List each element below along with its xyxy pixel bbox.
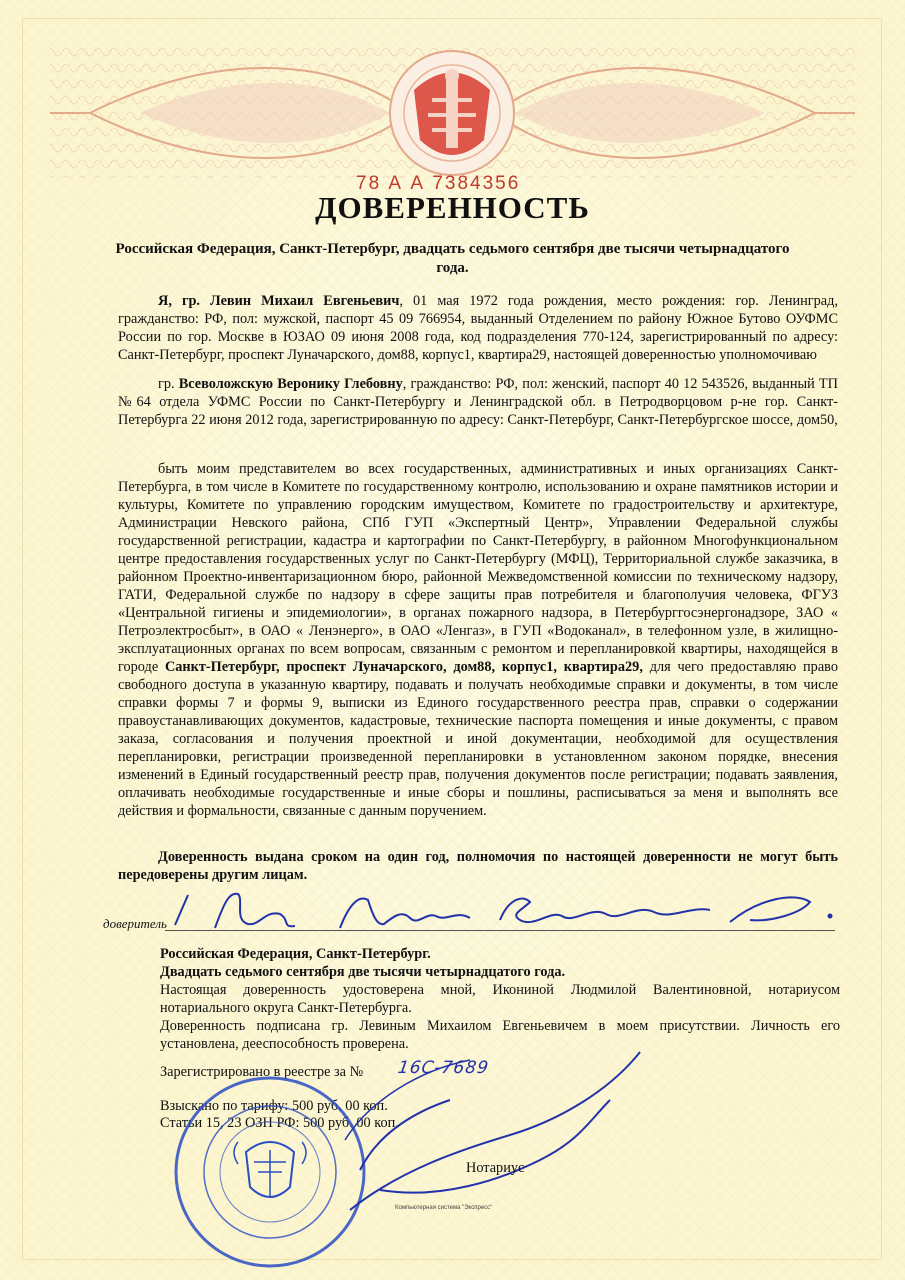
- principal-signature-label: доверитель: [103, 916, 167, 931]
- document-serial-number: 78 А А 7384356: [356, 173, 521, 194]
- emblem-icon: [404, 60, 500, 170]
- fee-articles: Статьи 15, 23 ОЗН РФ: 500 руб. 00 коп.: [160, 1115, 399, 1131]
- notary-signature: [340, 1040, 660, 1240]
- agent-details: , гражданство: РФ, пол: женский, паспорт 40 12 543526, выданный ТП №64 отдела УФМС России по Санкт-Петербургу и Ленинградской обл. в Петродворцовом р-не гор. Санкт-Петербурга 22 июня 2012 года, зарегистрированную по адресу: Санкт-Петербург, Санкт-Петербургское шоссе, дом50,: [118, 376, 838, 428]
- registry-number: 16С-7689: [396, 1058, 491, 1078]
- page-title: ДОВЕРЕННОСТЬ: [315, 190, 590, 225]
- powers-paragraph: [118, 460, 838, 820]
- term-text: Доверенность выдана сроком на один год, полномочия по настоящей доверенности не могут быть передоверены другим лицам.: [118, 849, 838, 883]
- notary-certification-text: Настоящая доверенность удостоверена мной, Икониной Людмилой Валентиновной, нотариусом нотариального округа Санкт-Петербурга.: [160, 982, 840, 1016]
- agent-name: Всеволожскую Веронику Глебовну: [178, 376, 403, 392]
- principal-name: Левин Михаил Евгеньевич: [210, 293, 400, 309]
- notary-date: Двадцать седьмого сентября две тысячи четырнадцатого года.: [160, 964, 566, 980]
- notary-title: Нотариус: [466, 1160, 525, 1176]
- agent-intro: гр.: [158, 376, 179, 392]
- principal-paragraph: [118, 292, 838, 364]
- notary-certification: [160, 981, 840, 1017]
- notary-place: Российская Федерация, Санкт-Петербург.: [160, 946, 431, 962]
- property-address: Санкт-Петербург, проспект Луначарского, дом88, корпус1, квартира29,: [164, 659, 643, 675]
- agent-paragraph: [118, 375, 838, 429]
- fee-tariff: Взыскано по тарифу: 500 руб. 00 коп.: [160, 1098, 388, 1114]
- registry-label: Зарегистрировано в реестре за №: [160, 1064, 364, 1080]
- system-footnote: Компьютерная система "Экспресс": [395, 1205, 493, 1211]
- notary-identity-check: Доверенность подписана гр. Левиным Михаилом Евгеньевичем в моем присутствии. Личность его установлена, дееспособность проверена.: [160, 1018, 840, 1052]
- place-and-date: Российская Федерация, Санкт-Петербург, двадцать седьмого сентября две тысячи четырнадцатого года.: [115, 241, 790, 276]
- principal-details: , 01 мая 1972 года рождения, место рождения: гор. Ленинград, гражданство: РФ, пол: мужской, паспорт 45 09 766954, выданный Отделением по району Южное Бутово ОУФМС России по гор. Москве в ЮЗАО 09 июня 2008 года, код подразделения 770-124, зарегистрированный по адресу: Санкт-Петербург, проспект Луначарского, дом88, корпус1, квартира29, настоящей доверенностью уполномочиваю: [118, 293, 838, 363]
- powers-text-b: для чего предоставляю право свободного доступа в указанную квартиру, подавать и получать необходимые справки и документы, в том числе справки формы 7 и формы 9, выписки из Единого государственного реестра прав, справки о содержании правоустанавливающих документов, кадастровые, технические паспорта помещения и иные документы, с правом заказа, согласования и получения проектной и иной документации, необходимой для осуществления перепланировки, регистрации произведенной перепланировки в установленном законом порядке, внесения изменений в Единый государственный реестр прав, получения документов после регистрации; подавать заявления, оплачивать необходимые государственные и иные сборы и пошлины, расписываться за меня и выполнять все действия и формальности, связанные с данным поручением.: [118, 659, 838, 819]
- term-paragraph: [118, 848, 838, 884]
- powers-text-a: быть моим представителем во всех государственных, административных и иных организациях Санкт-Петербурга, в том числе в Комитете по государственному контролю, использованию и охране памятников истории и культуры, Комитете по управлению городским имуществом, Комитете по градостроительству и архитектуре, Администрации Невского района, СПб ГУП «Экспертный Центр», Управлении Федеральной службы государственной регистрации, кадастра и картографии по Санкт-Петербургу, в районном Многофункциональном центре предоставления государственных услуг по Санкт-Петербургу (МФЦ), Территориальной службе заказчика, в районном Проектно-инвентаризационном бюро, районной Межведомственной комиссии по техническому надзору, ГАТИ, Федеральной службе по надзору в сфере защиты прав потребителя и благополучия человека, ФГУЗ «Центральной гигиены и эпидемиологии», в органах пожарного надзора, в Петербурггосэнергонадзоре, ЗАО « Петроэлектросбыт», в ОАО « Ленэнерго», в ОАО «Ленгаз», в ГУП «Водоканал», в телефонном узле, в жилищно-эксплуатационных органах по всем вопросам, связанным с ремонтом и перепланировкой квартиры, находящейся в городе: [118, 461, 838, 675]
- principal-signature: [170, 880, 850, 940]
- principal-intro: Я, гр.: [158, 293, 211, 309]
